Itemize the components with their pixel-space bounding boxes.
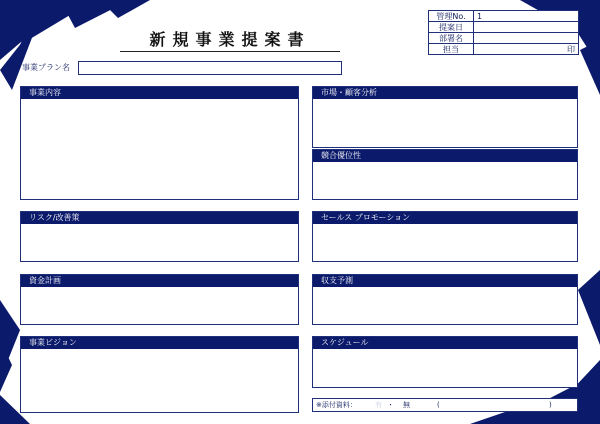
competitive-advantage-section[interactable] [312,149,578,200]
business-content-section[interactable] [20,86,299,200]
attachments-label: ※添付資料： [316,401,357,409]
risk-improvement-section[interactable] [20,211,299,262]
attachments-paren-close: ) [549,401,552,409]
table-row [429,44,579,55]
plan-name-field[interactable] [78,61,342,75]
seal-mark[interactable]: 印 [474,44,579,55]
revenue-forecast-heading: 収支予測 [313,275,577,287]
management-table [428,10,579,55]
department-label: 部署名 [429,33,474,44]
table-row [429,11,579,22]
table-row [429,22,579,33]
attachments-yes-option[interactable]: 有 [375,401,382,409]
proposal-date-label: 提案日 [429,22,474,33]
attachments-field [312,398,578,412]
business-vision-heading: 事業ビジョン [21,337,298,349]
document-title: 新規事業提案書 [120,30,340,52]
table-row [429,33,579,44]
competitive-advantage-heading: 競合優位性 [313,150,577,162]
funding-plan-heading: 資金計画 [21,275,298,287]
attachments-paren-open: ( [437,401,440,409]
business-content-heading: 事業内容 [21,87,298,99]
department-value[interactable] [474,33,579,44]
proposal-date-value[interactable] [474,22,579,33]
management-no-value[interactable]: 1 [474,11,579,22]
attachments-separator: ・ [387,401,394,409]
business-vision-section[interactable] [20,336,299,413]
schedule-heading: スケジュール [313,337,577,349]
market-analysis-heading: 市場・顧客分析 [313,87,577,99]
revenue-forecast-section[interactable] [312,274,578,325]
plan-name-label: 事業プラン名 [22,63,70,72]
funding-plan-section[interactable] [20,274,299,325]
market-analysis-section[interactable] [312,86,578,148]
management-no-label: 管理No. [429,11,474,22]
sales-promotion-section[interactable] [312,211,578,262]
schedule-section[interactable] [312,336,578,388]
person-in-charge-label: 担当 [429,44,474,55]
attachments-no-option[interactable]: 無 [403,401,410,409]
sales-promotion-heading: セールス プロモーション [313,212,577,224]
risk-improvement-heading: リスク/改善策 [21,212,298,224]
